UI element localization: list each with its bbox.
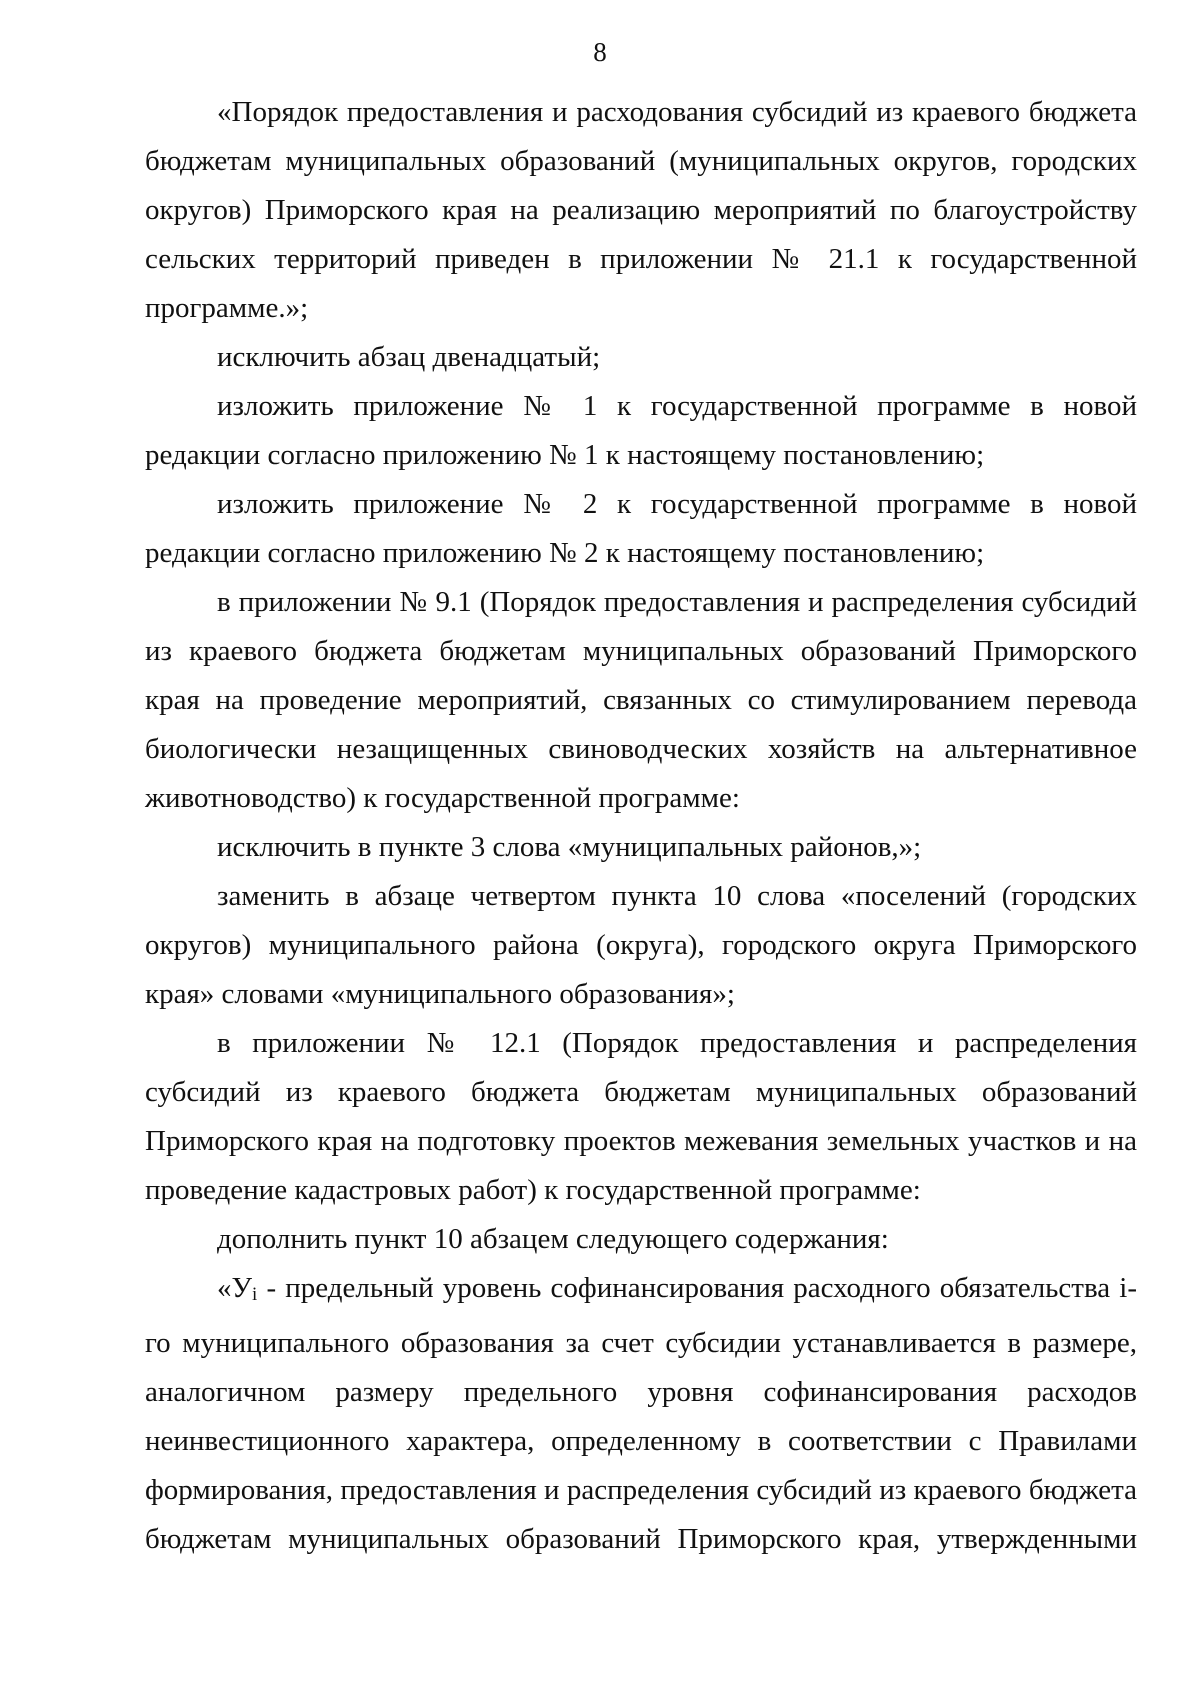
- paragraph-supplement-point-10: дополнить пункт 10 абзацем следующего содержания:: [217, 1223, 889, 1255]
- formula-subscript: i: [252, 1284, 258, 1305]
- paragraph-exclude-point-3: исключить в пункте 3 слова «муниципальных районов,»;: [217, 831, 922, 863]
- paragraph-appendix-9-1: в приложении № 9.1 (Порядок предоставления и распределения субсидий из краевого бюджета бюджетам муниципальных образований Приморского края на проведение мероприятий, связанных со стимулированием перевода биологически незащищенных свиноводческих хозяйств на альтернативное животноводство) к государственной программе:: [145, 586, 1137, 814]
- paragraph-exclude-twelfth: исключить абзац двенадцатый;: [217, 341, 601, 373]
- paragraph-formula-definition: [145, 1264, 1137, 1564]
- paragraph-replace-point-10: заменить в абзаце четвертом пункта 10 слова «поселений (городских округов) муниципального района (округа), городского округа Приморского края» словами «муниципального образования»;: [145, 880, 1137, 1010]
- paragraph-appendix-2: изложить приложение № 2 к государственной программе в новой редакции согласно приложению № 2 к настоящему постановлению;: [145, 488, 1137, 569]
- open-quote: «: [217, 1272, 232, 1304]
- paragraph-appendix-1: изложить приложение № 1 к государственной программе в новой редакции согласно приложению № 1 к настоящему постановлению;: [145, 390, 1137, 471]
- formula-definition-text: - предельный уровень софинансирования расходного обязательства i-го муниципального образования за счет субсидии устанавливается в размере, аналогичном размеру предельного уровня софинансирования расходов неинвестиционного характера, определенному в соответствии с Правилами формирования, предоставления и распределения субсидий из краевого бюджета бюджетам муниципальных образований Приморского края, утвержденными: [145, 1272, 1137, 1555]
- paragraph-order-quote: «Порядок предоставления и расходования субсидий из краевого бюджета бюджетам муниципальных образований (муниципальных округов, городских округов) Приморского края на реализацию мероприятий по благоустройству сельских территорий приведен в приложении № 21.1 к государственной программе.»;: [145, 96, 1137, 324]
- document-body: [145, 88, 1137, 1564]
- page-number: 8: [593, 37, 607, 67]
- paragraph-appendix-12-1: в приложении № 12.1 (Порядок предоставления и распределения субсидий из краевого бюджета бюджетам муниципальных образований Приморского края на подготовку проектов межевания земельных участков и на проведение кадастровых работ) к государственной программе:: [145, 1027, 1137, 1206]
- formula-symbol: У: [231, 1272, 253, 1304]
